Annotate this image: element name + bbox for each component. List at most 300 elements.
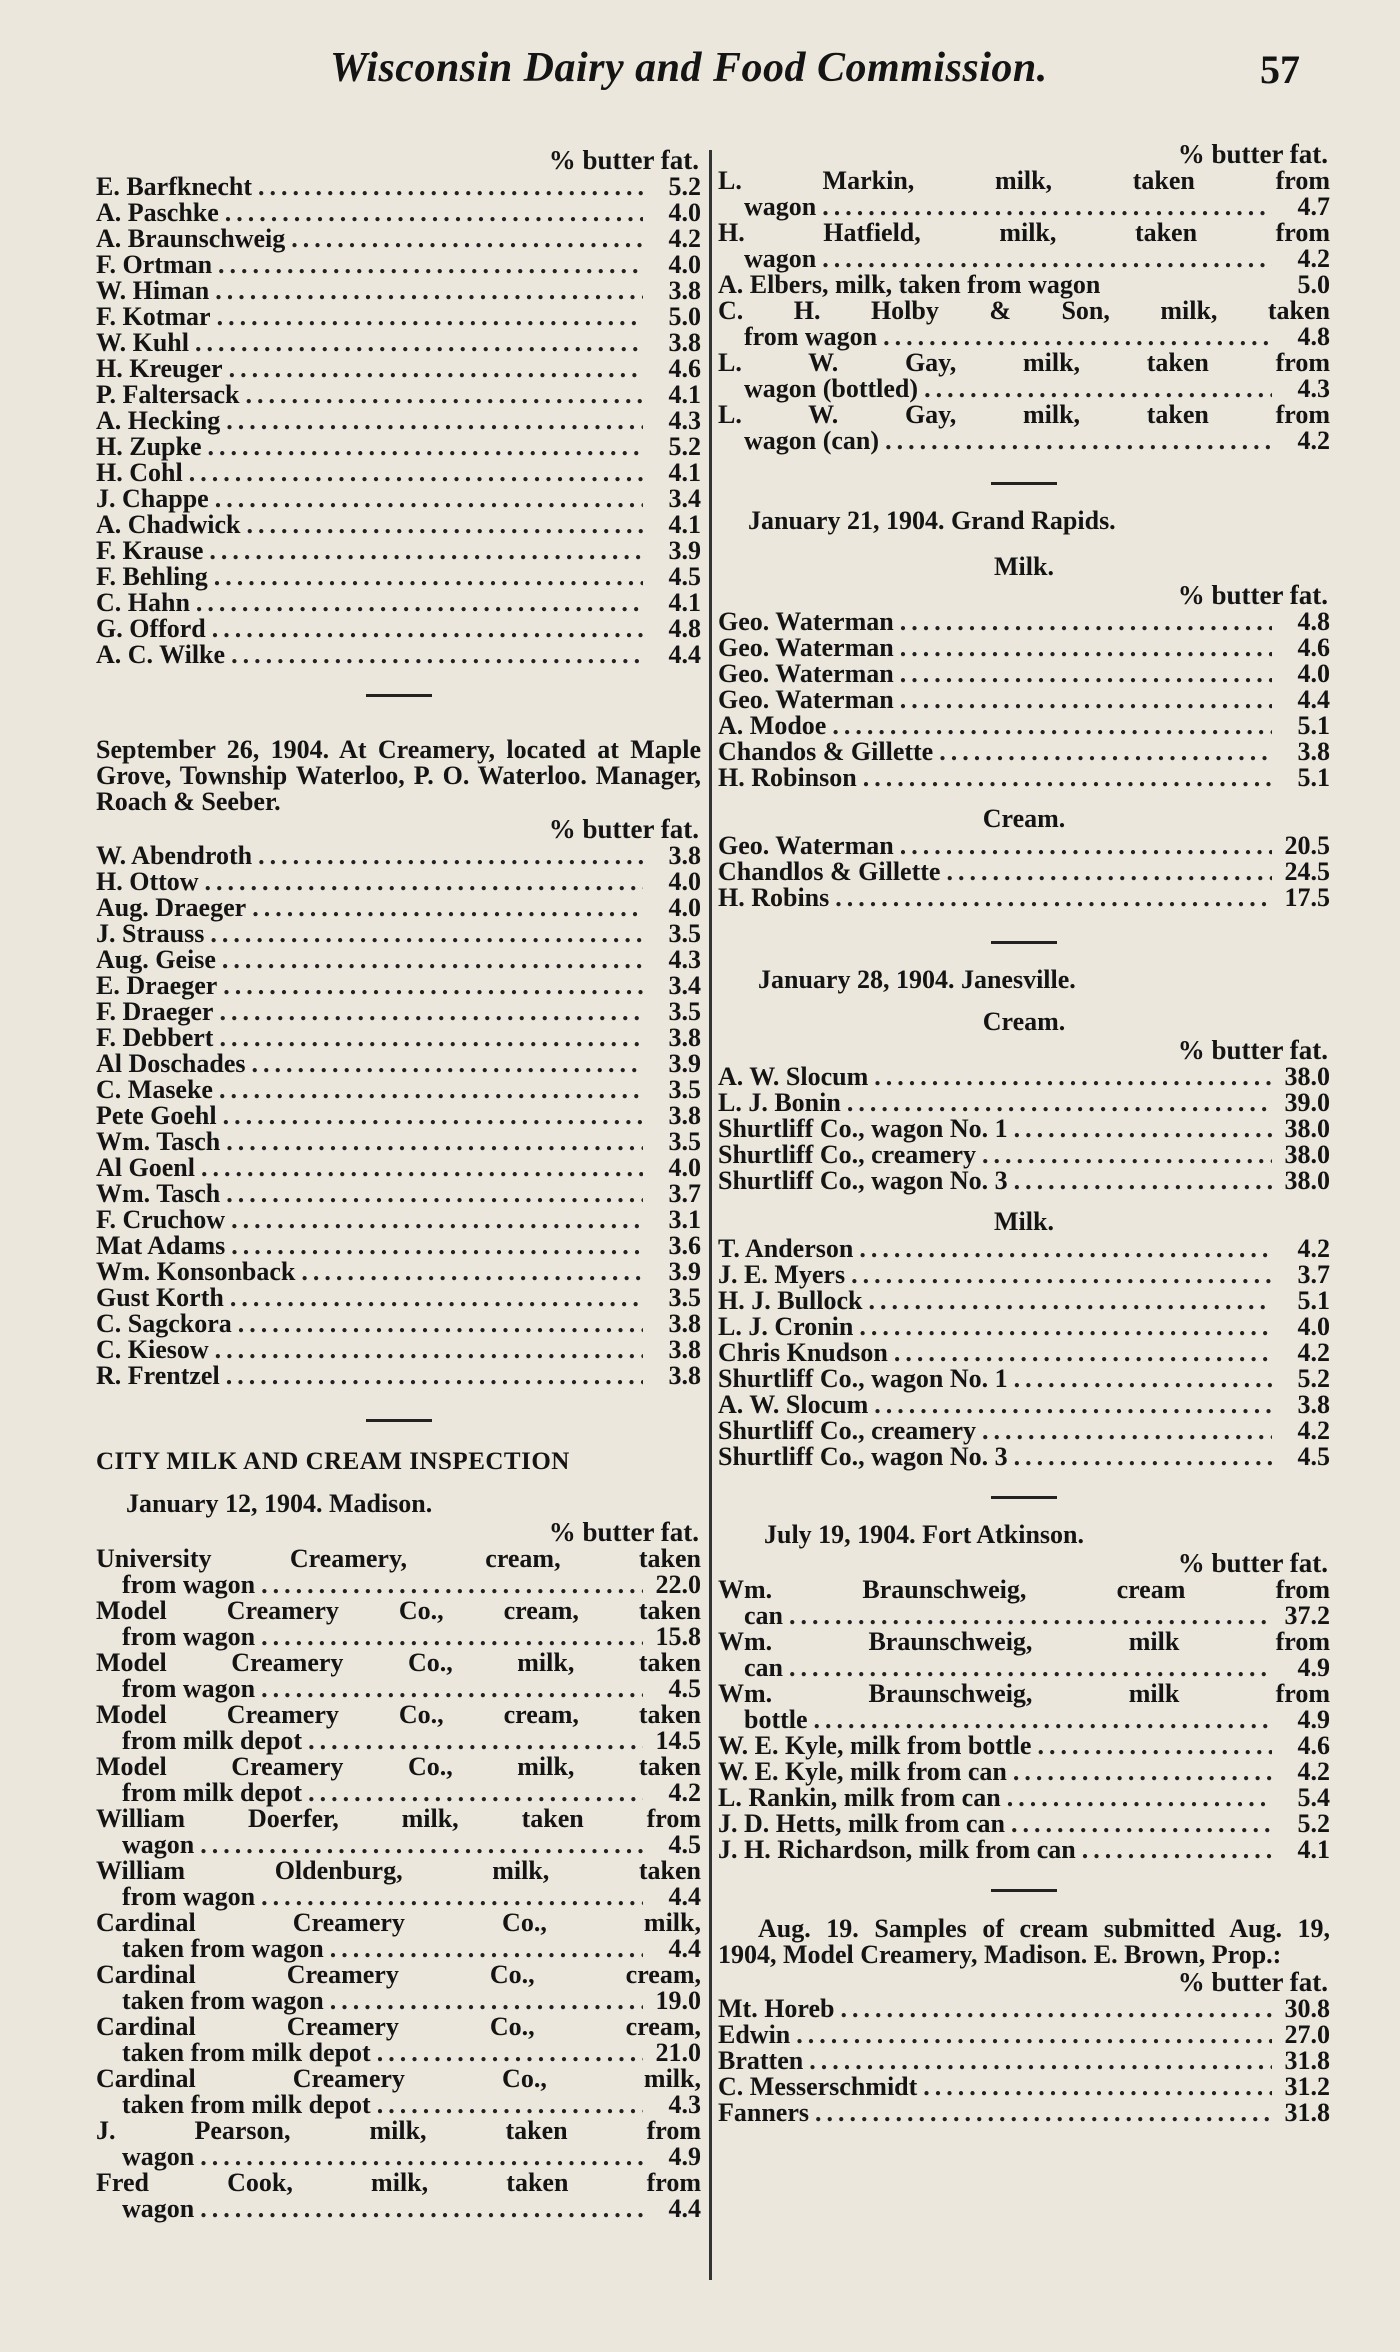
list-item bbox=[96, 200, 701, 226]
leader-dots bbox=[205, 869, 643, 895]
list-item bbox=[96, 2014, 701, 2066]
entry-value: 38.0 bbox=[1284, 1062, 1330, 1091]
entry-name: C. Maseke bbox=[96, 1075, 213, 1104]
leader-dots bbox=[859, 1236, 1272, 1262]
list-item bbox=[96, 226, 701, 252]
entry-name: from milk depot bbox=[122, 1778, 303, 1807]
leader-dots bbox=[215, 486, 643, 512]
list-item bbox=[96, 895, 701, 921]
leader-dots bbox=[809, 2048, 1272, 2074]
entry-value: 38.0 bbox=[1284, 1114, 1330, 1143]
entry-name: Geo. Waterman bbox=[718, 607, 894, 636]
entry-name: from wagon bbox=[744, 322, 878, 351]
entry-value: 4.8 bbox=[1297, 607, 1330, 636]
list-item bbox=[718, 298, 1330, 350]
fat-header: % butter fat. bbox=[548, 814, 699, 844]
entry-name: Shurtliff Co., wagon No. 3 bbox=[718, 1166, 1008, 1195]
list-item bbox=[718, 1262, 1330, 1288]
leader-dots bbox=[832, 713, 1272, 739]
leader-dots bbox=[1014, 1168, 1272, 1194]
entry-line bbox=[718, 1681, 1330, 1707]
entry-value: 3.6 bbox=[668, 1231, 701, 1260]
list-item bbox=[96, 382, 701, 408]
fat-header: % butter fat. bbox=[548, 145, 699, 175]
list-item bbox=[96, 843, 701, 869]
leader-dots bbox=[208, 434, 644, 460]
entry-name: F. Kotmar bbox=[96, 302, 211, 331]
list-item bbox=[96, 512, 701, 538]
list-item bbox=[96, 642, 701, 668]
list-item bbox=[96, 1650, 701, 1702]
entry-name: F. Debbert bbox=[96, 1023, 214, 1052]
list-item bbox=[96, 174, 701, 200]
entry-name: E. Barfknecht bbox=[96, 172, 252, 201]
entry-value: 3.8 bbox=[1297, 1390, 1330, 1419]
entry-name: F. Ortman bbox=[96, 250, 213, 279]
list-fort-atkinson bbox=[718, 1577, 1330, 1733]
list-item bbox=[96, 1103, 701, 1129]
entry-name: F. Behling bbox=[96, 562, 208, 591]
entry-line bbox=[96, 2118, 701, 2144]
entry-value: 5.4 bbox=[1297, 1783, 1330, 1812]
entry-name: A. Modoe bbox=[718, 711, 827, 740]
list-item bbox=[96, 999, 701, 1025]
leader-dots bbox=[258, 843, 643, 869]
entry-value: 4.3 bbox=[668, 2090, 701, 2119]
list-item bbox=[96, 1025, 701, 1051]
entry-name: wagon bbox=[744, 244, 817, 273]
list-item bbox=[96, 1806, 701, 1858]
fat-header: % butter fat. bbox=[548, 1517, 699, 1547]
entry-value: 4.0 bbox=[668, 198, 701, 227]
list-item bbox=[718, 1314, 1330, 1340]
subhead-cream: Cream. bbox=[982, 804, 1066, 833]
list-item bbox=[96, 2170, 701, 2222]
list-item bbox=[96, 1363, 701, 1389]
leader-dots bbox=[885, 428, 1272, 454]
entry-text: J. Pearson, milk, taken from bbox=[96, 2116, 701, 2145]
list-madison-cont bbox=[718, 168, 1330, 454]
list-item bbox=[96, 278, 701, 304]
list-item bbox=[718, 1064, 1330, 1090]
entry-value: 19.0 bbox=[655, 1986, 701, 2015]
entry-name: Chandos & Gillette bbox=[718, 737, 934, 766]
entry-value: 4.6 bbox=[1297, 633, 1330, 662]
entry-name: taken from milk depot bbox=[122, 2038, 371, 2067]
entry-value: 31.2 bbox=[1284, 2072, 1330, 2101]
entry-value: 4.0 bbox=[1297, 659, 1330, 688]
leader-dots bbox=[301, 1259, 643, 1285]
entry-name: Fanners bbox=[718, 2098, 809, 2127]
leader-dots bbox=[308, 1780, 643, 1806]
entry-text: H. Hatfield, milk, taken from bbox=[718, 218, 1330, 247]
leader-dots bbox=[835, 885, 1272, 911]
leader-dots bbox=[1037, 1733, 1272, 1759]
leader-dots bbox=[252, 895, 643, 921]
list-item bbox=[718, 1090, 1330, 1116]
leader-dots bbox=[874, 1392, 1272, 1418]
entry-value: 4.2 bbox=[1297, 1338, 1330, 1367]
list-item bbox=[96, 1259, 701, 1285]
entry-value: 5.2 bbox=[1297, 1809, 1330, 1838]
leader-dots bbox=[200, 2144, 643, 2170]
entry-value: 5.1 bbox=[1297, 711, 1330, 740]
list-item bbox=[718, 885, 1330, 911]
entry-name: bottle bbox=[744, 1705, 808, 1734]
entry-value: 4.5 bbox=[1297, 1442, 1330, 1471]
entry-name: P. Faltersack bbox=[96, 380, 240, 409]
subhead-milk: Milk. bbox=[994, 552, 1054, 581]
entry-name: F. Draeger bbox=[96, 997, 214, 1026]
leader-dots bbox=[231, 642, 643, 668]
entry-name: wagon (bottled) bbox=[744, 374, 919, 403]
entry-value: 3.8 bbox=[668, 276, 701, 305]
entry-name: J. D. Hetts, milk from can bbox=[718, 1809, 1005, 1838]
list-item bbox=[96, 1207, 701, 1233]
entry-name: C. Hahn bbox=[96, 588, 190, 617]
entry-line bbox=[96, 1702, 701, 1728]
entry-name: Edwin bbox=[718, 2020, 791, 2049]
entry-value: 4.3 bbox=[668, 406, 701, 435]
list-item bbox=[718, 1629, 1330, 1681]
entry-value: 37.2 bbox=[1284, 1601, 1330, 1630]
entry-value: 5.1 bbox=[1297, 1286, 1330, 1315]
entry-value: 31.8 bbox=[1284, 2046, 1330, 2075]
entry-name: taken from milk depot bbox=[122, 2090, 371, 2119]
entry-line bbox=[96, 1598, 701, 1624]
list-grand-rapids-cream bbox=[718, 833, 1330, 911]
list-item bbox=[718, 1418, 1330, 1444]
list-grand-rapids-milk bbox=[718, 609, 1330, 791]
entry-name: H. J. Bullock bbox=[718, 1286, 863, 1315]
list-item bbox=[96, 947, 701, 973]
leader-dots bbox=[900, 635, 1272, 661]
entry-line bbox=[718, 168, 1330, 194]
leader-dots bbox=[230, 1285, 643, 1311]
list-item bbox=[718, 1142, 1330, 1168]
entry-line bbox=[718, 402, 1330, 428]
list-item bbox=[718, 1366, 1330, 1392]
leader-dots bbox=[868, 1288, 1272, 1314]
list-item bbox=[96, 1858, 701, 1910]
entry-text: Wm. Braunschweig, milk from bbox=[718, 1679, 1330, 1708]
entry-value: 3.4 bbox=[668, 971, 701, 1000]
list-janesville-cream bbox=[718, 1064, 1330, 1194]
list-item bbox=[718, 661, 1330, 687]
list-item bbox=[96, 1233, 701, 1259]
leader-dots bbox=[859, 1314, 1272, 1340]
entry-value: 5.2 bbox=[1297, 1364, 1330, 1393]
leader-dots bbox=[946, 859, 1272, 885]
entry-text: Model Creamery Co., cream, taken bbox=[96, 1700, 701, 1729]
entry-name: Bratten bbox=[718, 2046, 804, 2075]
entry-value: 3.9 bbox=[668, 1049, 701, 1078]
entry-name: E. Draeger bbox=[96, 971, 218, 1000]
entry-name: H. Robins bbox=[718, 883, 830, 912]
page-header bbox=[0, 44, 1400, 104]
entry-value: 3.5 bbox=[668, 1127, 701, 1156]
entry-name: W. E. Kyle, milk from can bbox=[718, 1757, 1007, 1786]
running-title: Wisconsin Dairy and Food Commission. bbox=[330, 45, 1048, 91]
leader-dots bbox=[1013, 1759, 1272, 1785]
entry-name: C. Messerschmidt bbox=[718, 2072, 918, 2101]
list-item bbox=[718, 272, 1330, 298]
leader-dots bbox=[894, 1340, 1272, 1366]
leader-dots bbox=[218, 252, 643, 278]
list-item bbox=[718, 1168, 1330, 1194]
entry-value: 3.8 bbox=[668, 1023, 701, 1052]
entry-name: Shurtliff Co., wagon No. 1 bbox=[718, 1364, 1008, 1393]
list-item bbox=[718, 713, 1330, 739]
entry-value: 4.1 bbox=[1297, 1835, 1330, 1864]
leader-dots bbox=[226, 1181, 643, 1207]
leader-dots bbox=[200, 2196, 643, 2222]
entry-name: Mt. Horeb bbox=[718, 1994, 835, 2023]
entry-text: Cardinal Creamery Co., cream, bbox=[96, 2012, 701, 2041]
list-item bbox=[718, 1811, 1330, 1837]
leader-dots bbox=[195, 330, 643, 356]
leader-dots bbox=[923, 2074, 1272, 2100]
left-column bbox=[96, 140, 701, 2222]
list-item bbox=[96, 564, 701, 590]
list-model-creamery bbox=[718, 1996, 1330, 2126]
entry-value: 4.4 bbox=[668, 1882, 701, 1911]
entry-value: 24.5 bbox=[1284, 857, 1330, 886]
entry-name: Al Doschades bbox=[96, 1049, 246, 1078]
leader-dots bbox=[939, 739, 1272, 765]
entry-name: from wagon bbox=[122, 1622, 256, 1651]
entry-text: Model Creamery Co., milk, taken bbox=[96, 1752, 701, 1781]
entry-name: A. Elbers, milk, taken from wagon bbox=[718, 270, 1101, 299]
leader-dots bbox=[261, 1572, 643, 1598]
list-item bbox=[96, 252, 701, 278]
entry-name: Shurtliff Co., creamery bbox=[718, 1140, 977, 1169]
entry-name: wagon bbox=[122, 2194, 195, 2223]
entry-value: 4.5 bbox=[668, 562, 701, 591]
entry-value: 4.0 bbox=[668, 1153, 701, 1182]
list-butter-fat-2 bbox=[96, 843, 701, 1389]
entry-name: wagon (can) bbox=[744, 426, 880, 455]
leader-dots bbox=[226, 1363, 643, 1389]
entry-line bbox=[96, 1754, 701, 1780]
entry-value: 38.0 bbox=[1284, 1140, 1330, 1169]
list-item bbox=[718, 1236, 1330, 1262]
list-item bbox=[96, 304, 701, 330]
entry-name: J. E. Myers bbox=[718, 1260, 846, 1289]
leader-dots bbox=[214, 564, 643, 590]
leader-dots bbox=[377, 2040, 643, 2066]
entry-value: 4.7 bbox=[1297, 192, 1330, 221]
entry-line bbox=[718, 1629, 1330, 1655]
list-item bbox=[718, 1340, 1330, 1366]
leader-dots bbox=[1014, 1366, 1272, 1392]
list-item bbox=[718, 168, 1330, 220]
entry-text: Cardinal Creamery Co., cream, bbox=[96, 1960, 701, 1989]
entry-value: 4.2 bbox=[1297, 426, 1330, 455]
leader-dots bbox=[291, 226, 643, 252]
list-item bbox=[96, 538, 701, 564]
leader-dots bbox=[201, 1155, 643, 1181]
entry-value: 3.4 bbox=[668, 484, 701, 513]
entry-value: 4.2 bbox=[1297, 1416, 1330, 1445]
leader-dots bbox=[377, 2092, 643, 2118]
leader-dots bbox=[851, 1262, 1272, 1288]
leader-dots bbox=[215, 1337, 643, 1363]
entry-value: 4.6 bbox=[1297, 1731, 1330, 1760]
leader-dots bbox=[847, 1090, 1272, 1116]
entry-name: Shurtliff Co., creamery bbox=[718, 1416, 977, 1445]
leader-dots bbox=[261, 1884, 643, 1910]
entry-text: William Oldenburg, milk, taken bbox=[96, 1856, 701, 1885]
leader-dots bbox=[229, 356, 643, 382]
entry-name: A. Braunschweig bbox=[96, 224, 286, 253]
entry-value: 4.4 bbox=[668, 2194, 701, 2223]
entry-value: 3.5 bbox=[668, 919, 701, 948]
list-item bbox=[718, 1392, 1330, 1418]
entry-value: 4.0 bbox=[668, 893, 701, 922]
entry-name: W. Abendroth bbox=[96, 841, 253, 870]
leader-dots bbox=[219, 1025, 643, 1051]
leader-dots bbox=[1011, 1811, 1272, 1837]
leader-dots bbox=[210, 921, 643, 947]
leader-dots bbox=[246, 512, 643, 538]
list-item bbox=[96, 869, 701, 895]
list-fort-atkinson-2 bbox=[718, 1733, 1330, 1863]
entry-value: 4.3 bbox=[668, 945, 701, 974]
entry-name: L. J. Cronin bbox=[718, 1312, 854, 1341]
entry-value: 4.0 bbox=[1297, 1312, 1330, 1341]
entry-line bbox=[96, 1962, 701, 1988]
list-item bbox=[718, 1837, 1330, 1863]
entry-value: 4.2 bbox=[1297, 1234, 1330, 1263]
entry-name: H. Cohl bbox=[96, 458, 183, 487]
entry-name: C. Sagckora bbox=[96, 1309, 232, 1338]
list-item bbox=[96, 2066, 701, 2118]
entry-text: Wm. Braunschweig, cream from bbox=[718, 1575, 1330, 1604]
entry-name: Wm. Tasch bbox=[96, 1179, 221, 1208]
leader-dots bbox=[308, 1728, 643, 1754]
list-item bbox=[96, 330, 701, 356]
entry-line bbox=[718, 350, 1330, 376]
entry-value: 4.4 bbox=[668, 640, 701, 669]
leader-dots bbox=[789, 1603, 1272, 1629]
section-date: July 19, 1904. Fort Atkinson. bbox=[764, 1520, 1084, 1549]
entry-name: Aug. Geise bbox=[96, 945, 216, 974]
leader-dots bbox=[226, 408, 643, 434]
leader-dots bbox=[215, 278, 643, 304]
leader-dots bbox=[330, 1936, 643, 1962]
fat-header: % butter fat. bbox=[1177, 1035, 1328, 1065]
entry-name: Chandlos & Gillette bbox=[718, 857, 941, 886]
list-item bbox=[718, 2100, 1330, 2126]
entry-value: 4.2 bbox=[668, 224, 701, 253]
list-item bbox=[96, 1129, 701, 1155]
entry-value: 4.8 bbox=[668, 614, 701, 643]
entry-text: William Doerfer, milk, taken from bbox=[96, 1804, 701, 1833]
entry-name: F. Krause bbox=[96, 536, 204, 565]
list-item bbox=[718, 1996, 1330, 2022]
entry-value: 4.1 bbox=[668, 510, 701, 539]
entry-value: 5.2 bbox=[668, 432, 701, 461]
list-item bbox=[96, 1702, 701, 1754]
list-item bbox=[96, 590, 701, 616]
leader-dots bbox=[231, 1233, 643, 1259]
fat-header: % butter fat. bbox=[1177, 1548, 1328, 1578]
entry-value: 4.6 bbox=[668, 354, 701, 383]
entry-text: Fred Cook, milk, taken from bbox=[96, 2168, 701, 2197]
entry-name: T. Anderson bbox=[718, 1234, 854, 1263]
leader-dots bbox=[900, 609, 1272, 635]
list-item bbox=[96, 408, 701, 434]
list-item bbox=[718, 2048, 1330, 2074]
list-item bbox=[718, 687, 1330, 713]
entry-name: W. E. Kyle, milk from bottle bbox=[718, 1731, 1032, 1760]
leader-dots bbox=[245, 382, 643, 408]
subhead-cream: Cream. bbox=[982, 1007, 1066, 1036]
entry-name: H. Robinson bbox=[718, 763, 857, 792]
list-janesville-milk bbox=[718, 1236, 1330, 1470]
entry-line bbox=[96, 1806, 701, 1832]
list-item bbox=[96, 1181, 701, 1207]
leader-dots bbox=[1014, 1116, 1272, 1142]
entry-text: Model Creamery Co., cream, taken bbox=[96, 1596, 701, 1625]
list-item bbox=[96, 1546, 701, 1598]
right-column bbox=[718, 140, 1330, 2126]
entry-value: 4.9 bbox=[668, 2142, 701, 2171]
entry-value: 4.1 bbox=[668, 380, 701, 409]
section-paragraph: September 26, 1904. At Creamery, located at Maple Grove, Township Waterloo, P. O. Waterloo. Manager, Roach & Seeber. bbox=[96, 735, 701, 816]
list-item bbox=[718, 1785, 1330, 1811]
entry-value: 4.2 bbox=[1297, 244, 1330, 273]
entry-name: from wagon bbox=[122, 1674, 256, 1703]
entry-name: Chris Knudson bbox=[718, 1338, 888, 1367]
entry-name: can bbox=[744, 1601, 783, 1630]
entry-value: 3.8 bbox=[668, 1361, 701, 1390]
entry-value: 4.8 bbox=[1297, 322, 1330, 351]
entry-value: 3.8 bbox=[668, 328, 701, 357]
entry-name: Geo. Waterman bbox=[718, 831, 894, 860]
entry-name: Gust Korth bbox=[96, 1283, 224, 1312]
entry-line bbox=[96, 1858, 701, 1884]
entry-name: H. Kreuger bbox=[96, 354, 223, 383]
leader-dots bbox=[226, 1129, 643, 1155]
list-item bbox=[718, 1759, 1330, 1785]
leader-dots bbox=[225, 200, 643, 226]
entry-line bbox=[96, 2014, 701, 2040]
list-item bbox=[718, 765, 1330, 791]
entry-name: G. Offord bbox=[96, 614, 206, 643]
entry-line bbox=[96, 1910, 701, 1936]
leader-dots bbox=[223, 1103, 643, 1129]
entry-line bbox=[718, 1577, 1330, 1603]
entry-name: Geo. Waterman bbox=[718, 633, 894, 662]
leader-dots bbox=[863, 765, 1272, 791]
entry-value: 3.7 bbox=[668, 1179, 701, 1208]
entry-value: 27.0 bbox=[1284, 2020, 1330, 2049]
entry-name: wagon bbox=[744, 192, 817, 221]
entry-value: 22.0 bbox=[655, 1570, 701, 1599]
entry-value: 20.5 bbox=[1284, 831, 1330, 860]
entry-name: H. Ottow bbox=[96, 867, 199, 896]
entry-name: from wagon bbox=[122, 1882, 256, 1911]
leader-dots bbox=[900, 687, 1272, 713]
list-item bbox=[96, 973, 701, 999]
entry-name: A. Paschke bbox=[96, 198, 219, 227]
list-item bbox=[96, 460, 701, 486]
list-madison bbox=[96, 1546, 701, 2222]
list-item bbox=[96, 356, 701, 382]
leader-dots bbox=[252, 1051, 643, 1077]
